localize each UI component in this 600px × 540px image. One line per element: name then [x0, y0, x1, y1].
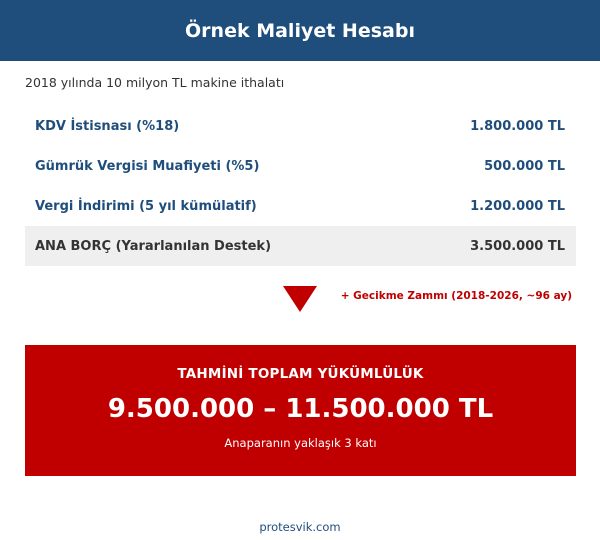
row-vat-exemption	[25, 106, 576, 146]
row-value: 500.000 TL	[484, 158, 565, 174]
row-value: 3.500.000 TL	[470, 238, 565, 254]
footer-link[interactable]: protesvik.com	[259, 520, 341, 534]
page-title: Örnek Maliyet Hesabı	[185, 19, 415, 42]
row-value: 1.200.000 TL	[470, 198, 565, 214]
row-label: Gümrük Vergisi Muafiyeti (%5)	[35, 158, 260, 174]
row-label: KDV İstisnası (%18)	[35, 118, 180, 134]
row-tax-deduction	[25, 186, 576, 226]
total-liability-box	[25, 345, 576, 476]
header-bar	[0, 0, 600, 61]
down-triangle-icon	[283, 286, 317, 312]
scenario-description: 2018 yılında 10 milyon TL makine ithalatı	[25, 75, 285, 90]
total-liability-amount: 9.500.000 – 11.500.000 TL	[107, 394, 494, 424]
row-customs-exemption	[25, 146, 576, 186]
row-label: Vergi İndirimi (5 yıl kümülatif)	[35, 198, 257, 214]
total-liability-note: Anaparanın yaklaşık 3 katı	[224, 436, 377, 450]
delay-surcharge-note: + Gecikme Zammı (2018-2026, ~96 ay)	[340, 290, 572, 302]
total-liability-label: TAHMİNİ TOPLAM YÜKÜMLÜLÜK	[177, 366, 424, 382]
row-principal-debt	[25, 226, 576, 266]
row-value: 1.800.000 TL	[470, 118, 565, 134]
row-label: ANA BORÇ (Yararlanılan Destek)	[35, 238, 272, 254]
